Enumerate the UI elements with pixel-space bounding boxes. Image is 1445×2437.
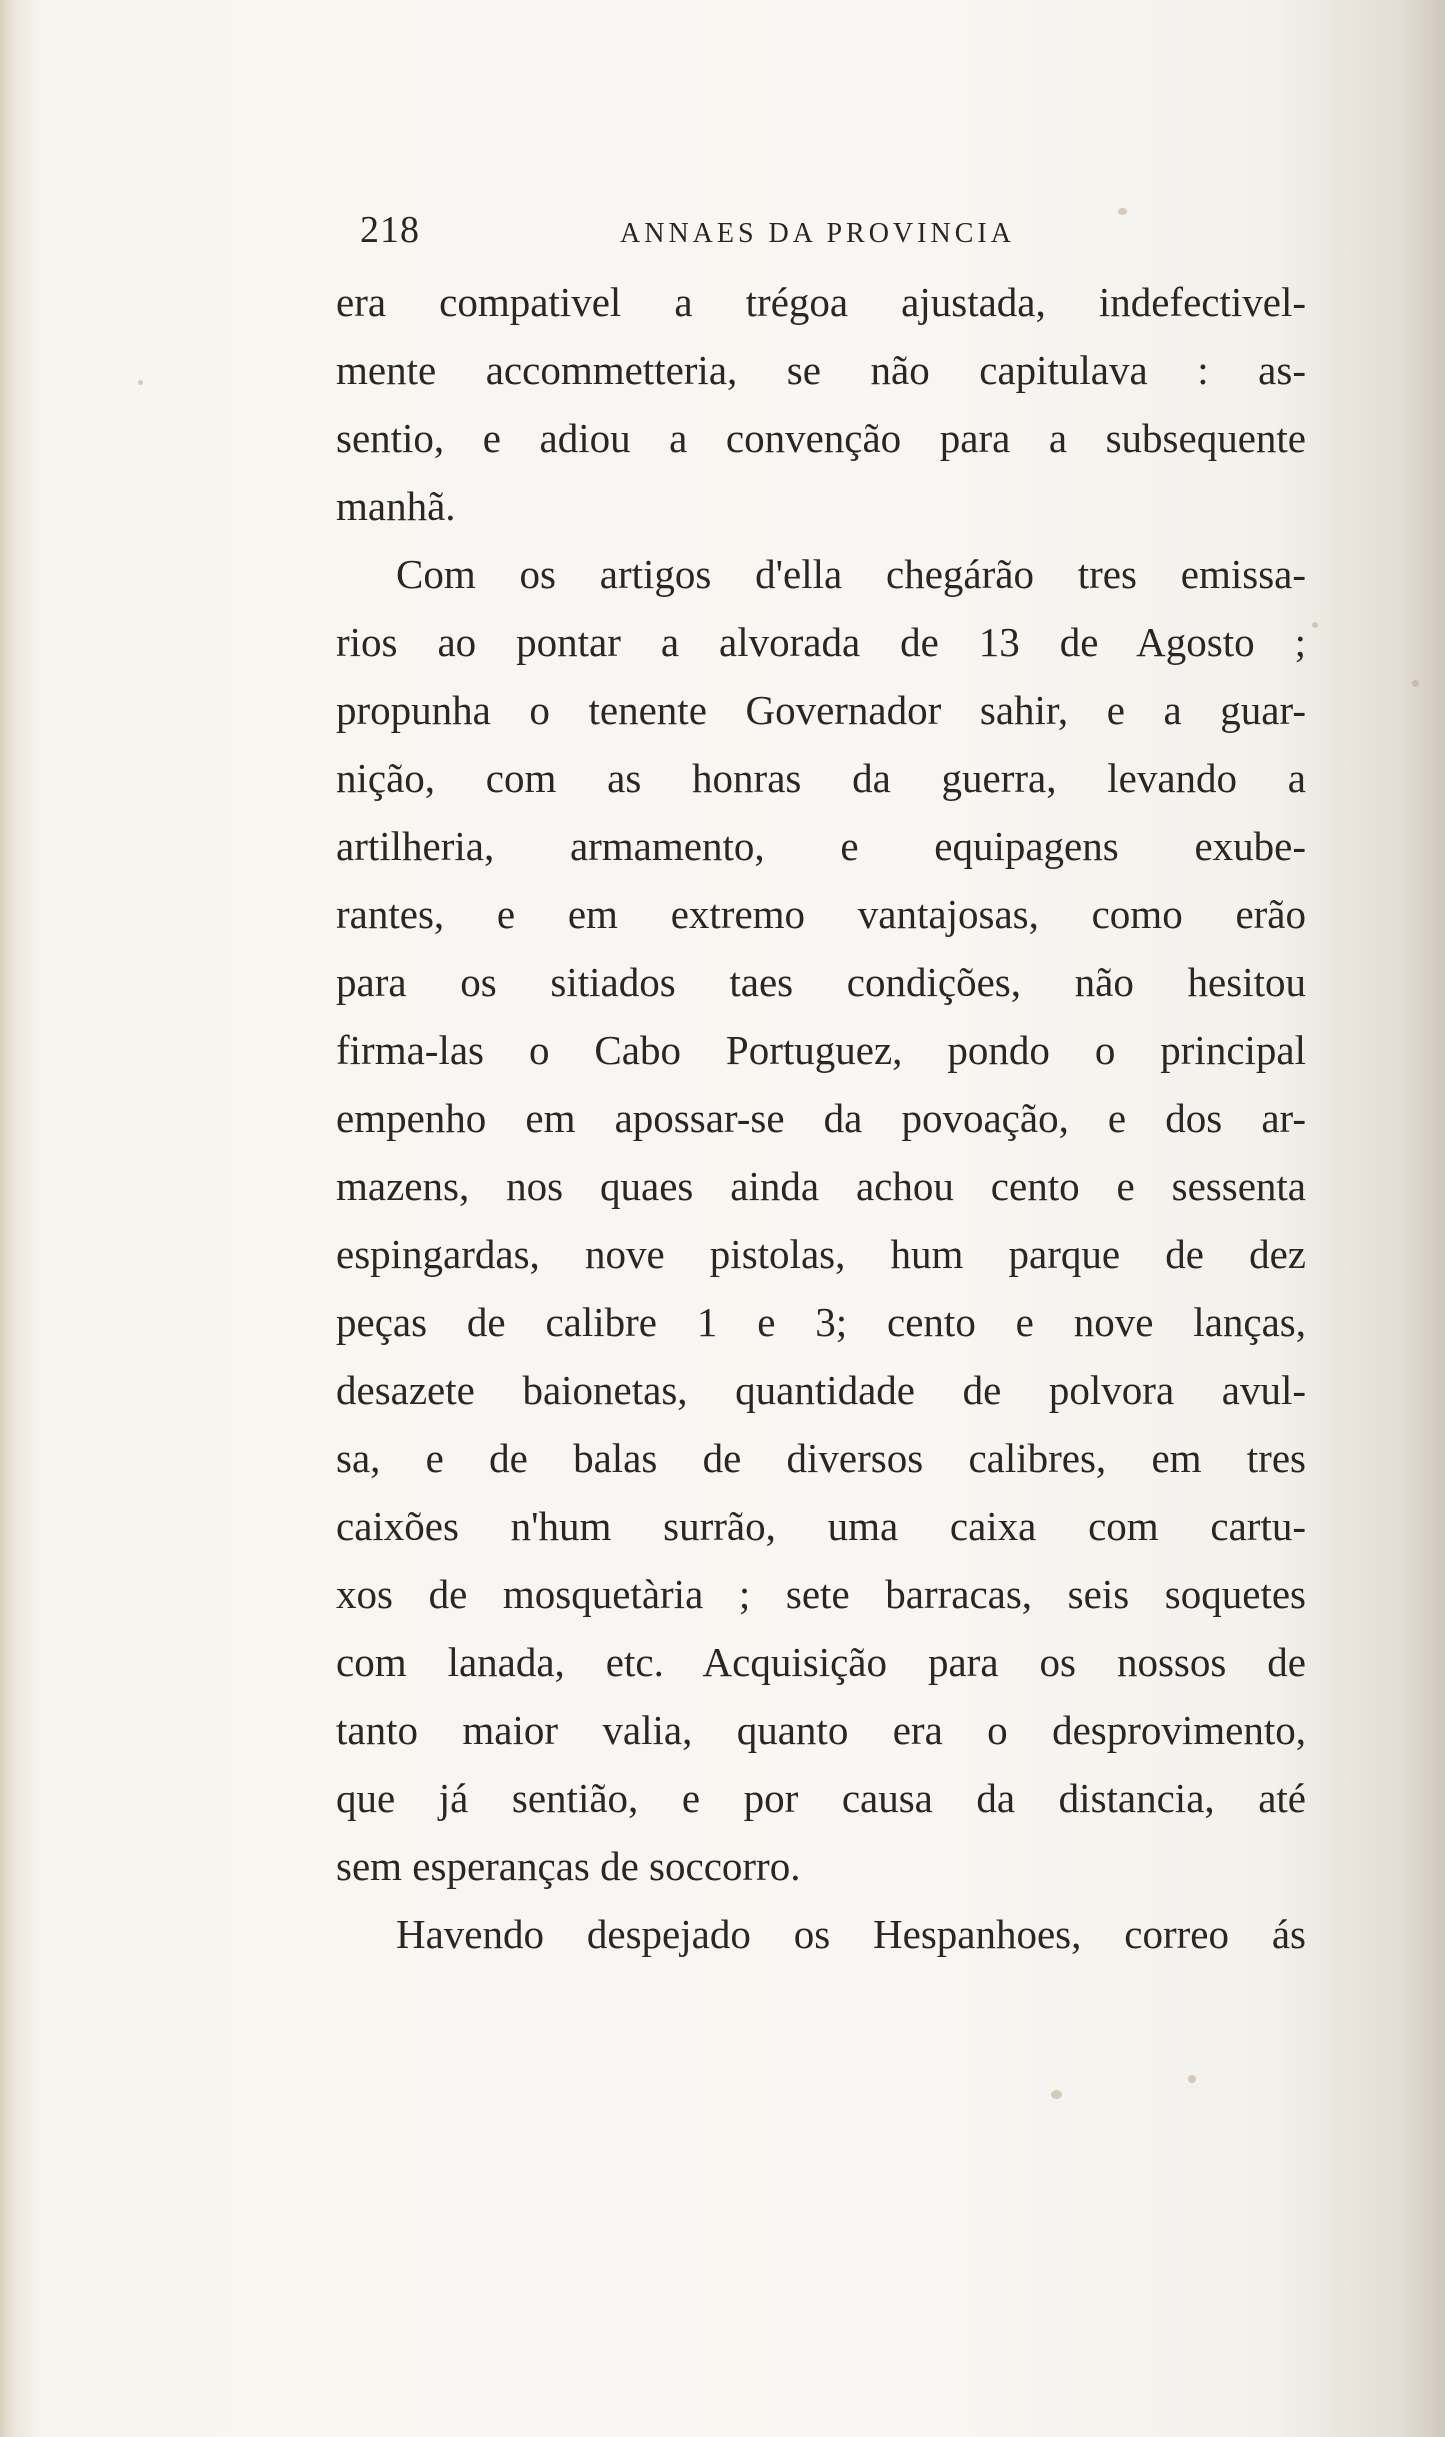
text-line: para os sitiados taes condições, não hesitou [336,959,1306,1005]
running-title: ANNAES DA PROVINCIA [620,218,1015,249]
text-line: sentio, e adiou a convenção para a subsequente [336,415,1306,461]
page-number: 218 [360,209,420,251]
text-line: manhã. [336,483,456,529]
paper-speck [138,380,143,385]
text-line: xos de mosquetària ; sete barracas, seis soquetes [336,1571,1306,1617]
text-line: rios ao pontar a alvorada de 13 de Agosto ; [336,619,1306,665]
body-text [336,268,1306,1968]
text-line: firma-las o Cabo Portuguez, pondo o principal [336,1027,1306,1073]
text-line: mazens, nos quaes ainda achou cento e sessenta [336,1163,1306,1209]
paper-speck [1312,622,1318,628]
text-line: artilheria, armamento, e equipagens exube- [336,823,1306,869]
paper-speck [1118,208,1127,215]
text-line: caixões n'hum surrão, uma caixa com cartu- [336,1503,1306,1549]
paper-speck [1051,2090,1062,2099]
text-line: espingardas, nove pistolas, hum parque de dez [336,1231,1306,1277]
text-line: propunha o tenente Governador sahir, e a guar- [336,687,1306,733]
paper-speck [1188,2075,1196,2083]
text-line: Havendo despejado os Hespanhoes, correo ás [396,1911,1306,1957]
text-line: com lanada, etc. Acquisição para os nossos de [336,1639,1306,1685]
text-line: mente accommetteria, se não capitulava : as- [336,347,1306,393]
text-line: empenho em apossar-se da povoação, e dos ar- [336,1095,1306,1141]
text-line: era compativel a trégoa ajustada, indefectivel- [336,279,1306,325]
text-line: desazete baionetas, quantidade de polvora avul- [336,1367,1306,1413]
paper-speck [1412,680,1419,687]
text-line: sa, e de balas de diversos calibres, em tres [336,1435,1306,1481]
text-line: sem esperanças de soccorro. [336,1843,801,1889]
running-head [360,208,1050,258]
text-line: nição, com as honras da guerra, levando a [336,755,1306,801]
text-line: que já sentião, e por causa da distancia, até [336,1775,1306,1821]
text-line: Com os artigos d'ella chegárão tres emissa- [396,551,1306,597]
text-line: tanto maior valia, quanto era o desprovimento, [336,1707,1306,1753]
text-line: peças de calibre 1 e 3; cento e nove lanças, [336,1299,1306,1345]
text-line: rantes, e em extremo vantajosas, como erão [336,891,1306,937]
